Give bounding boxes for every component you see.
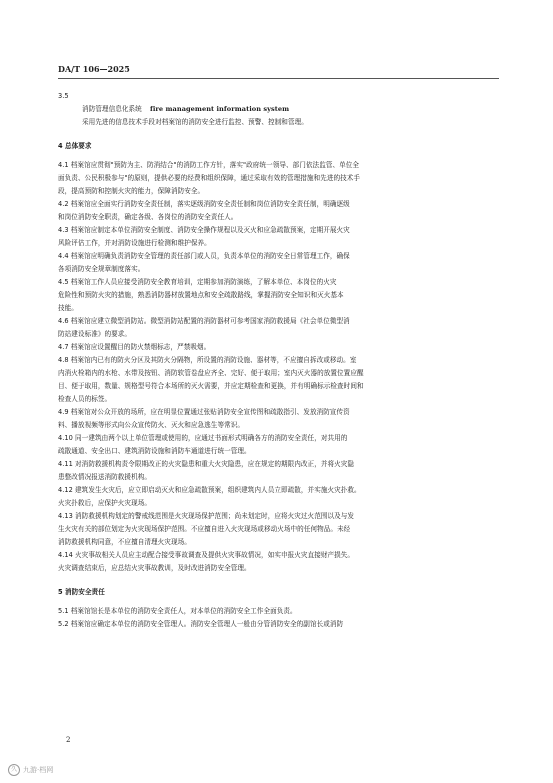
- section-5-heading: 5 消防安全责任: [58, 588, 105, 596]
- text-line: 和岗位消防安全职责，确定各级、各岗位的消防安全责任人。: [58, 213, 238, 221]
- text-line: 5.2 档案馆应确定本单位的消防安全管理人。消防安全管理人一般由分管消防安全的副馆长或消防: [58, 620, 344, 628]
- watermark-logo-icon: 久: [8, 764, 20, 776]
- text-line: 火灾扑救后，应保护火灾现场。: [58, 499, 152, 507]
- text-line: 4.10 同一建筑由两个以上单位管理或使用的，应通过书面形式明确各方的消防安全责任，对共用的: [58, 434, 348, 442]
- text-line: 4.8 档案馆内已有的防火分区及其防火分隔物，所设置的消防设施、器材等，不应擅自拆改或移动。室: [58, 356, 357, 364]
- text-line: 4.12 建筑发生火灾后，应立即启动灭火和应急疏散预案，组织建筑内人员立即疏散，并实施火灾扑救。: [58, 486, 361, 494]
- section-4-heading: 4 总体要求: [58, 142, 92, 150]
- text-line: 4.3 档案馆应制定本单位消防安全制度、消防安全操作规程以及灭火和应急疏散预案，定期开展火灾: [58, 226, 350, 234]
- text-line: 4.13 消防救援机构划定的警戒线范围是火灾现场保护范围；尚未划定时，应将火灾过火范围以及与发: [58, 512, 355, 520]
- header-rule: [58, 78, 499, 79]
- text-line: 生火灾有关的部位划定为火灾现场保护范围。不应擅自进入火灾现场或移动火场中的任何物品。未经: [58, 525, 351, 533]
- text-line: 4.11 对消防救援机构责令限期改正的火灾隐患和重大火灾隐患，应在规定的期限内改正，并将火灾隐: [58, 460, 355, 468]
- text-line: 消防救援机构同意，不应擅自清理火灾现场。: [58, 538, 191, 546]
- section-5-body: [58, 605, 499, 631]
- page-content: [58, 90, 499, 631]
- text-line: 技能。: [58, 304, 78, 312]
- text-line: 4.6 档案馆应建立微型消防站。微型消防站配置的消防器材可参考国家消防救援局《社会单位微型消: [58, 317, 350, 325]
- text-line: 4.2 档案馆应全面实行消防安全责任制，落实逐级消防安全责任制和岗位消防安全责任制，明确逐级: [58, 200, 350, 208]
- clause-3-5-number: 3.5: [58, 92, 69, 100]
- text-line: 4.14 火灾事故相关人员应主动配合接受事故调查及提供火灾事故情况，如实申报火灾直接财产损失。: [58, 551, 355, 559]
- text-line: 检查人员的标签。: [58, 395, 112, 403]
- text-line: 危险性和预防火灾的措施，熟悉消防器材放置地点和安全疏散路线，掌握消防安全知识和灭火基本: [58, 291, 344, 299]
- term-english: fire management information system: [149, 105, 290, 113]
- text-line: 4.5 档案馆工作人员应接受消防安全教育培训，定期参加消防演练，了解本单位、本岗位的火灾: [58, 278, 337, 286]
- text-line: 各项消防安全规章制度落实。: [58, 265, 145, 273]
- document-code-header: DA/T 106—2025: [58, 64, 130, 74]
- text-line: 料、播放视频等形式向公众宣传防火、灭火和应急逃生等常识。: [58, 421, 245, 429]
- text-line: 火灾调查结束后，应总结火灾事故教训，及时改进消防安全管理。: [58, 564, 251, 572]
- page-number: 2: [66, 736, 71, 744]
- text-line: 防站建设标准》的要求。: [58, 330, 132, 338]
- text-line: 面负责、公民积极参与"的原则，提供必要的经费和组织保障，通过采取有效的管理措施和先进的技术手: [58, 174, 361, 182]
- text-line: 内消火栓箱内的水枪、水带及按钮、消防软管卷盘应齐全、完好、便于取用；室内灭火器的放置位置应醒: [58, 369, 364, 377]
- text-line: 风险评估工作，并对消防设施进行检测和维护保养。: [58, 239, 211, 247]
- text-line: 目、便于取用，数量、规格型号符合本场所的灭火需要，并应定期检查和更换，并有明确标示检查时间和: [58, 382, 364, 390]
- text-line: 疏散通道、安全出口、建筑消防设施和消防车通道进行统一管理。: [58, 447, 251, 455]
- text-line: 4.1 档案馆应贯彻"预防为主、防消结合"的消防工作方针，落实"政府统一领导、部门依法监管、单位全: [58, 161, 360, 169]
- text-line: 5.1 档案馆馆长是本单位的消防安全责任人，对本单位的消防安全工作全面负责。: [58, 607, 297, 615]
- clause-3-5-term: [58, 103, 499, 116]
- watermark-text: 九游·档网: [23, 766, 54, 774]
- text-line: 4.9 档案馆对公众开放的场所，应在明显位置通过张贴消防安全宣传图和疏散指引、发放消防宣传资: [58, 408, 350, 416]
- text-line: 患整改情况报送消防救援机构。: [58, 473, 152, 481]
- text-line: 段，提高预防和控制火灾的能力，保障消防安全。: [58, 187, 205, 195]
- clause-3-5-definition: 采用先进的信息技术手段对档案馆的消防安全进行监控、预警、控制和管理。: [82, 118, 308, 126]
- term-chinese: 消防管理信息化系统: [82, 105, 142, 113]
- text-line: 4.4 档案馆应明确负责消防安全管理的责任部门或人员，负责本单位的消防安全日常管理工作，确保: [58, 252, 350, 260]
- text-line: 4.7 档案馆应设置醒目的防火禁烟标志，严禁吸烟。: [58, 343, 211, 351]
- watermark: [8, 764, 53, 776]
- section-4-body: [58, 159, 499, 575]
